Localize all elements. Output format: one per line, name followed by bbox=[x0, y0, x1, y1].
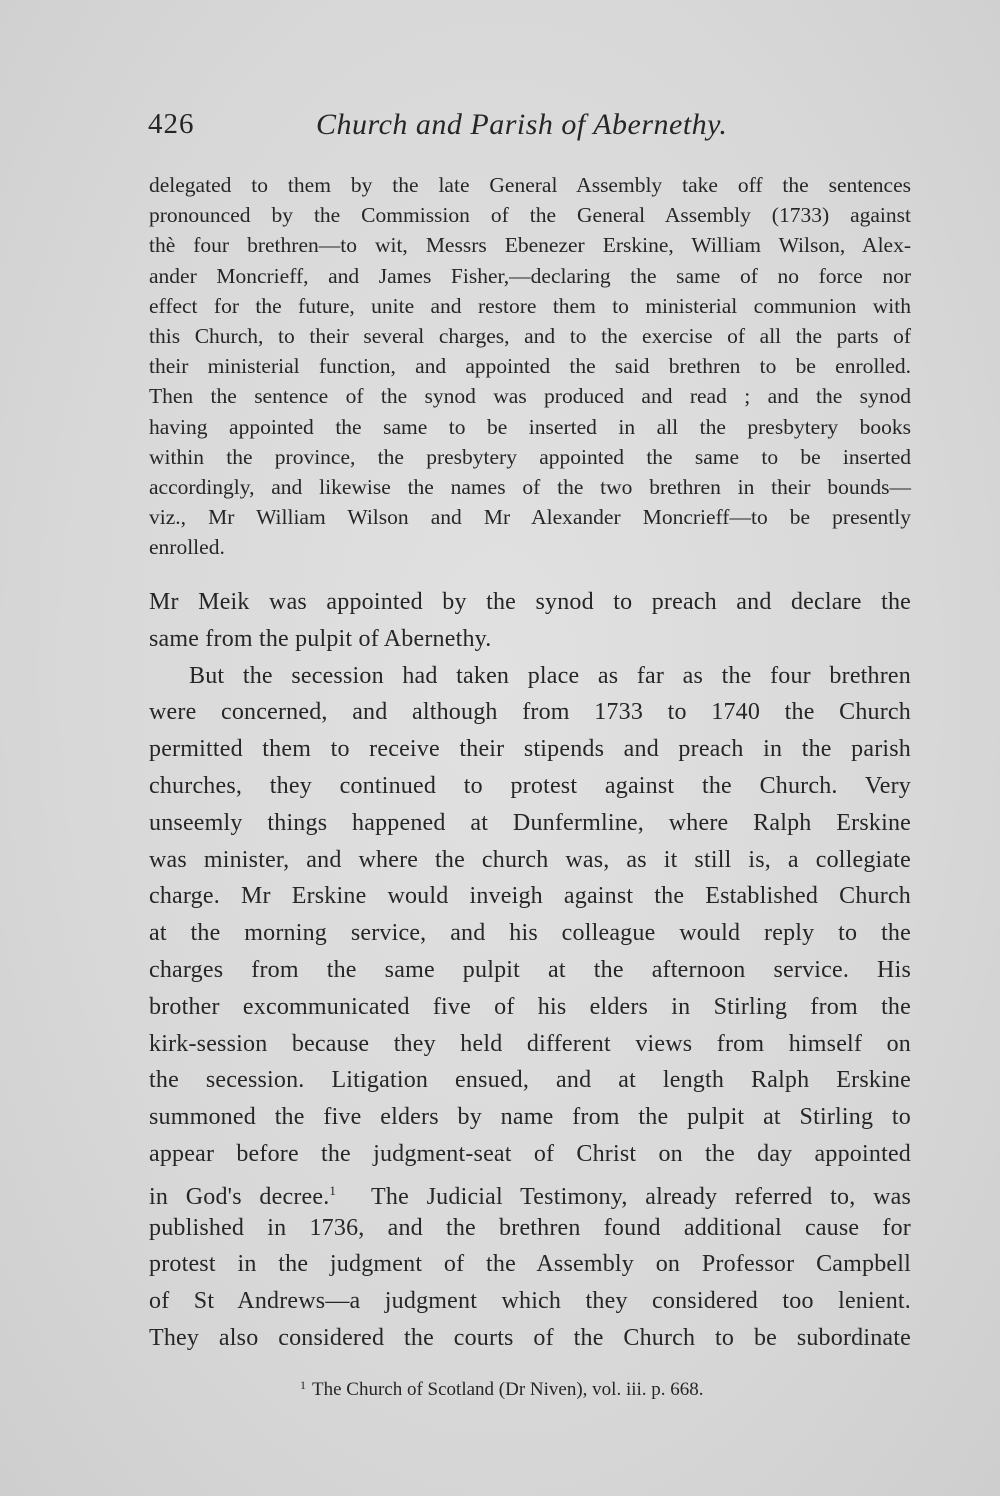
body-line: the secession. Litigation ensued, and at length Ralph Erskine bbox=[149, 1067, 911, 1094]
body-line: appear before the judgment-seat of Christ on the day appointed bbox=[149, 1140, 911, 1167]
quote-line: thè four brethren—to wit, Messrs Ebenezer Erskine, William Wilson, Alex- bbox=[149, 233, 911, 258]
quote-line: their ministerial function, and appointed the said brethren to be enrolled. bbox=[149, 354, 911, 379]
footnote bbox=[300, 1372, 820, 1403]
footnote-marker: 1 bbox=[300, 1378, 306, 1392]
body-line: was minister, and where the church was, as it still is, a collegiate bbox=[149, 846, 911, 873]
body-line: of St Andrews—a judgment which they considered too lenient. bbox=[149, 1288, 911, 1315]
quote-line: within the province, the presbytery appointed the same to be inserted bbox=[149, 444, 911, 469]
body-line: unseemly things happened at Dunfermline, where Ralph Erskine bbox=[149, 809, 911, 836]
quote-line: delegated to them by the late General Assembly take off the sentences bbox=[149, 173, 911, 197]
quote-line: effect for the future, unite and restore them to ministerial communion with bbox=[149, 293, 911, 318]
body-line: published in 1736, and the brethren found additional cause for bbox=[149, 1214, 911, 1241]
body-line: charges from the same pulpit at the afternoon service. His bbox=[149, 956, 911, 983]
body-text bbox=[149, 584, 911, 1357]
page-number: 426 bbox=[148, 108, 195, 140]
body-line: They also considered the courts of the Church to be subordinate bbox=[149, 1324, 911, 1351]
body-line: summoned the five elders by name from the pulpit at Stirling to bbox=[149, 1104, 911, 1131]
body-line: churches, they continued to protest against the Church. Very bbox=[149, 772, 911, 799]
quote-line: Then the sentence of the synod was produced and read ; and the synod bbox=[149, 384, 911, 409]
quote-line: having appointed the same to be inserted in all the presbytery books bbox=[149, 414, 911, 439]
body-line: same from the pulpit of Abernethy. bbox=[149, 625, 492, 652]
body-line: at the morning service, and his colleague would reply to the bbox=[149, 920, 911, 947]
body-line: kirk-session because they held different views from himself on bbox=[149, 1030, 911, 1057]
footnote-reference: 1 bbox=[329, 1182, 337, 1198]
quote-line: this Church, to their several charges, and to the exercise of all the parts of bbox=[149, 323, 911, 348]
body-line: Mr Meik was appointed by the synod to preach and declare the bbox=[149, 589, 911, 615]
body-line: were concerned, and although from 1733 to 1740 the Church bbox=[149, 699, 911, 726]
body-line-start: in God's decree. bbox=[149, 1183, 330, 1210]
quote-line: ander Moncrieff, and James Fisher,—declaring the same of no force nor bbox=[149, 263, 911, 288]
body-line-continuation: The Judicial Testimony, already referred to, was bbox=[371, 1183, 911, 1210]
quoted-minute-block bbox=[149, 170, 911, 562]
body-line: charge. Mr Erskine would inveigh against the Established Church bbox=[149, 883, 911, 910]
running-title: Church and Parish of Abernethy. bbox=[316, 108, 728, 141]
body-line: protest in the judgment of the Assembly on Professor Campbell bbox=[149, 1251, 911, 1278]
quote-line: pronounced by the Commission of the General Assembly (1733) against bbox=[149, 203, 911, 228]
body-line: But the secession had taken place as far as the four brethren bbox=[189, 662, 911, 689]
body-line: brother excommunicated five of his elders in Stirling from the bbox=[149, 993, 911, 1020]
quote-line: accordingly, and likewise the names of the two brethren in their bounds— bbox=[149, 474, 911, 499]
body-line-with-footnote bbox=[149, 1173, 911, 1210]
page-header bbox=[148, 108, 914, 152]
quote-line: viz., Mr William Wilson and Mr Alexander Moncrieff—to be presently bbox=[149, 505, 911, 530]
body-line: permitted them to receive their stipends and preach in the parish bbox=[149, 736, 911, 763]
footnote-text: The Church of Scotland (Dr Niven), vol. iii. p. 668. bbox=[312, 1379, 704, 1400]
quote-line: enrolled. bbox=[149, 535, 225, 560]
